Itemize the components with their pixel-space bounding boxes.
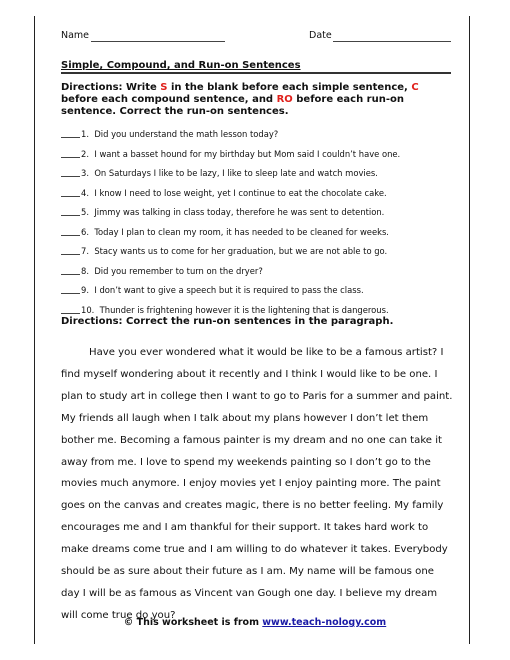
item-number: 5.: [81, 207, 89, 217]
list-item: [61, 188, 453, 208]
compound-code-letter: C: [411, 82, 419, 93]
item-number: 10.: [81, 304, 95, 315]
item-text: Did you remember to turn on the dryer?: [94, 265, 263, 276]
footer-copyright: © This worksheet is from: [123, 617, 263, 628]
directions-text: in the blank before each simple sentence,: [167, 82, 412, 93]
answer-blank[interactable]: [61, 285, 80, 294]
item-text: Thunder is frightening however it is the lightening that is dangerous.: [99, 304, 389, 315]
item-number: 6.: [81, 226, 89, 237]
item-text: I know I need to lose weight, yet I continue to eat the chocolate cake.: [94, 187, 387, 198]
name-label: Name: [61, 30, 90, 41]
list-item: [61, 207, 453, 227]
list-item: [61, 246, 453, 266]
title-divider: [61, 72, 451, 74]
header-row: [61, 30, 451, 44]
answer-blank[interactable]: [61, 149, 80, 158]
simple-code-letter: S: [160, 82, 168, 93]
item-text: Jimmy was talking in class today, therefore he was sent to detention.: [94, 207, 385, 217]
list-item: [61, 285, 453, 305]
item-number: 3.: [81, 168, 89, 178]
answer-blank[interactable]: [61, 246, 80, 255]
directions-section-1: [61, 82, 441, 118]
directions-text: before each compound sentence, and: [61, 94, 277, 105]
item-number: 2.: [81, 148, 89, 159]
worksheet-title: Simple, Compound, and Run-on Sentences: [61, 60, 301, 71]
footer-link[interactable]: www.teach-nology.com: [262, 617, 387, 628]
item-number: 7.: [81, 246, 89, 256]
list-item: [61, 129, 453, 149]
answer-blank[interactable]: [61, 305, 80, 314]
list-item: [61, 168, 453, 188]
answer-blank[interactable]: [61, 266, 80, 275]
list-item: [61, 266, 453, 286]
run-on-paragraph: Have you ever wondered what it would be like to be a famous artist? I find myself wondering about it recently and I think I would like to be one. I plan to study art in college then I want to go to Paris for a summer and paint. My friends all laugh when I talk about my plans however I don’t let them bother me. Becoming a famous painter is my dream and no one can take it away from me. I love to spend my weekends painting so I don’t go to the movies much anymore. I enjoy movies yet I enjoy painting more. The paint goes on the canvas and creates magic, there is no better feeling. My family encourages me and I am thankful for their support. It takes hard work to make dreams come true and I am willing to do whatever it takes. Everybody should be as sure about their future as I am. My name will be famous one day I will be as famous as Vincent van Gough one day. I believe my dream will come true do you?: [61, 347, 453, 621]
list-item: [61, 227, 453, 247]
answer-blank[interactable]: [61, 129, 80, 138]
date-label: Date: [309, 30, 332, 41]
item-text: Did you understand the math lesson today?: [94, 129, 279, 139]
directions-section-2: Directions: Correct the run-on sentences in the paragraph.: [61, 316, 394, 327]
run-on-code-letters: RO: [276, 94, 293, 105]
answer-blank[interactable]: [61, 188, 80, 197]
item-number: 9.: [81, 285, 89, 295]
footer: [0, 617, 510, 628]
name-blank[interactable]: [91, 41, 225, 42]
item-text: Today I plan to clean my room, it has needed to be cleaned for weeks.: [94, 226, 389, 237]
answer-blank[interactable]: [61, 227, 80, 236]
item-text: On Saturdays I like to be lazy, I like to sleep late and watch movies.: [94, 168, 378, 178]
list-item: [61, 149, 453, 169]
answer-blank[interactable]: [61, 168, 80, 177]
date-blank[interactable]: [333, 41, 451, 42]
item-number: 4.: [81, 187, 89, 198]
item-number: 1.: [81, 129, 89, 139]
item-text: I don’t want to give a speech but it is required to pass the class.: [94, 285, 364, 295]
item-text: I want a basset hound for my birthday but Mom said I couldn’t have one.: [94, 148, 401, 159]
item-number: 8.: [81, 265, 89, 276]
directions-text: Directions: Write: [61, 82, 161, 93]
answer-blank[interactable]: [61, 207, 80, 216]
item-text: Stacy wants us to come for her graduation, but we are not able to go.: [94, 246, 388, 256]
directions-text: before each run-on sentence. Correct the run-on sentences.: [61, 94, 404, 117]
sentence-list: [61, 129, 453, 324]
